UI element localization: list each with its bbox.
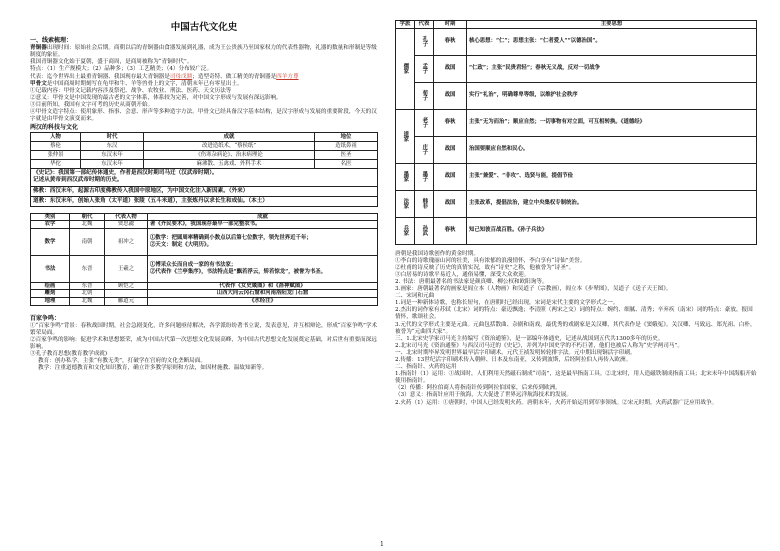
note-line: 记述从黄帝到西汉武帝时期的历史。 [33, 177, 123, 184]
taoism-box: 道教：东汉末年，创始人张角（太平道）张陵（五斗米道），主张炼丹以求长生和成仙。（本土） [30, 197, 378, 207]
hundred-schools-heading: 百家争鸣： [30, 314, 61, 322]
schools-table [395, 20, 757, 245]
table-row: 华佗 东汉末年 麻沸散、五禽戏、外科手术 名医 [31, 160, 378, 169]
table-row: 张仲景 东汉末年 《伤寒杂病论》、治未病理论 医圣 [31, 151, 378, 160]
table-row: 农学 北魏 贾思勰 著《齐民要术》，我国现存最早一部完整农书。 [31, 221, 378, 229]
oracle-item: ②意义：甲骨文是中国发现的最古老的文字体系，体系较为完善，对中国文字形成与发展有深远影响。 [30, 94, 282, 101]
text-line: （3）意义：指南针应用于航海，大大促进了世界远洋航海技术的发展。 [395, 392, 572, 399]
table-row: 墨家 墨子 战国 主张“兼爱”、“非攻”、选贤与能，提倡节俭 [396, 163, 757, 190]
table-row: 荀子 战国 实行“礼治”，明确尊卑等级，以维护社会秩序 [396, 82, 757, 109]
oracle-paragraph: 甲骨文是中国商周时期刻写在龟甲和牛、羊等兽骨上的文字，清朝末年已有零星出土。 [30, 80, 243, 87]
note-line: 《史记》：我国第一部纪传体通史，作者是西汉时期司马迁（汉武帝时期）。 [33, 170, 218, 177]
text-line: 一、北宋时期毕昇发明世界最早活字印刷术。元代王祯发明转轮排字法。元中期出现铜活字印刷。 [395, 349, 636, 356]
bronze-traits: 特点：（1）生产规模大；（2）品种多；（3）工艺精美；（4）分布较广泛。 [30, 66, 213, 73]
bronze-origin: 我国青铜器文化始于夏朝，盛于商周，是商周被称为“青铜时代”。 [30, 59, 193, 66]
list-item: ③孔子教育思想(教育教学成就) [30, 351, 108, 358]
left-column [30, 20, 378, 372]
column-header: 代表人物 [105, 213, 148, 221]
text-line: 2. 书法：唐朝最著名的书法家是颜真卿、柳公权和欧阳询等。 [395, 278, 548, 285]
table-row: 蔡伦 东汉 改进造纸术，“蔡侯纸” 造纸鼻祖 [31, 142, 378, 151]
text-line: （2）传播：阿拉伯商人将指南针传到阿拉伯国家，后来传到欧洲。 [395, 385, 561, 392]
table-row: 雕刻 北朝 山西大同云冈石窟和河南洛阳龙门石窟 [31, 290, 378, 298]
table-row: 地理 北魏 郦道元 《水经注》 [31, 298, 378, 306]
text-line: 3.画家：唐朝最著名的画家是阎立本（人物画）和吴道子（宗教画），阎立本《步辇图》，吴道子《送子天王图》。 [395, 286, 672, 293]
oracle-item: ④甲骨文造字特点：使用象形、指事、会意、形声等多种造字方法。甲骨文已经具备汉字基本结构，是汉字形成与发展的重要阶段，今天的汉字就是由甲骨文演变而来。 [30, 109, 377, 123]
column-header: 成就 [148, 213, 378, 221]
tech-table [30, 213, 378, 306]
table-row: 儒家 孔子 春秋 核心思想：“仁”；思想主张：“仁者爱人”“以德治国”。 [396, 28, 757, 55]
table-row: 兵家 孙武 春秋 知己知彼百战百胜。《孙子兵法》 [396, 217, 757, 244]
oracle-item: ③目前所知，我国有文字可考的历史从商朝开始。 [30, 101, 154, 108]
table-row: 法家 韩非 战国 主张改革，提倡法治，建立中央集权专制统治。 [396, 190, 757, 217]
list-item: ②百家争鸣的影响：促进学术和思想繁荣，成为中国古代第一次思想文化发展高峰，为中国古代思想文化发展奠定基础，对后世有重要而深远影响。 [30, 336, 377, 351]
section-heading: 一、线索梳理： [30, 37, 73, 45]
column-header: 类别 [31, 213, 70, 221]
column-header: 代表 [415, 21, 434, 29]
bronze-representative: 代表：迄今世界出土最重青铜器、我国现存最大青铜器是司母戊鼎；造型奇特、做工精美的青铜器是四羊方尊 [30, 73, 299, 80]
column-header: 成就 [143, 133, 314, 142]
column-header: 时代 [81, 133, 144, 142]
column-header: 时期 [434, 21, 467, 29]
page-title: 中国古代文化史 [170, 22, 238, 33]
table-row: 庄子 战国 治国要顺应自然和民心。 [396, 136, 757, 163]
text-line: 2.北宋司马光《资治通鉴》与西汉司马迁的《史记》，并列为中国史学的不朽巨著，他们也被后人称为“史学两司马”。 [395, 342, 683, 349]
column-header: 朝代 [70, 213, 105, 221]
text-line: 唐朝是我国诗歌创作的黄金时期。 [395, 250, 479, 257]
table-row: 数学 南朝 祖冲之 ①数学：把圆周率精确到小数点以后第七位数字，领先世界近千年； ②天文：制定《大明历》。 [31, 228, 378, 255]
science-title: 两汉的科技与文化 [30, 124, 79, 132]
right-column [395, 20, 757, 407]
column-header: 地位 [315, 133, 378, 142]
culture-text [395, 251, 757, 407]
text-line: 2.杰出的词作家有苏轼（北宋）词的特点：豪迈飘逸；李清照（两宋之交）词的特点：婉约、细腻、清秀；辛弃疾（南宋）词的特点：豪放，报国情怀，歌颂社会。 [395, 307, 753, 321]
column-header: 人物 [31, 133, 81, 142]
science-notes-box [30, 169, 378, 186]
oracle-item: ①记载内容：甲骨文记载内容涉及祭祀、战争、农牧业、刑法、医药、天文历法等 [30, 87, 232, 94]
list-item: 教育：创办私学，主张“有教无类”，打破学在官府的文化垄断局面。 [38, 358, 206, 365]
list-item: 教学：注重道德教育和文化知识教育，确立许多教学原则和方法，如因材施教、温故知新等。 [38, 365, 268, 372]
text-line: 二、宋词和元曲 [395, 293, 435, 300]
text-line: ③白居易的诗歌平易近人，通俗易懂，深受大众欢迎。 [395, 271, 530, 278]
buddhism-box: 佛教：西汉末年，起源古印度佛教传入我国中原地区，为中国文化注入新因素。（外来） [30, 187, 378, 197]
text-line: 三、1.北宋史学家司马光主持编写《资治通鉴》，是一部编年体通史，记述从战国到五代共1300多年的历史。 [395, 335, 664, 342]
column-header: 主要思想 [467, 21, 757, 29]
table-row: 绘画 东晋 顾恺之 代表作《女史箴图》和《洛神赋图》 [31, 282, 378, 290]
column-header: 学派 [396, 21, 415, 29]
text-line: 1.词是一种新体诗歌，也称长短句，在唐朝时已经出现，宋词是宋代主要的文学形式之一。 [395, 300, 619, 307]
table-row: 孟子 战国 “仁政”；主张“民贵君轻”；春秋无义战，反对一切战争 [396, 55, 757, 82]
science-table [30, 132, 378, 169]
list-item: ①“百家争鸣”背景：春秋战国时期，社会急剧变化，许多问题亟待解决，各学派纷纷著书立说，发表意见，并互相辩论，形成“百家争鸣”学术繁荣局面。 [30, 322, 378, 336]
text-line: 1.指南针（1）运用：①战国时，人们利用天然磁石制成“司南”，这是最早指南工具。②北宋时，用人造磁铁制成指南工具；北宋末年中国海船开始使用指南针。 [395, 371, 757, 385]
page-number: 1 [380, 541, 384, 548]
text-line: 二、指南针、火药的运用 [395, 364, 457, 371]
text-line: 2.传播：13世纪活字印刷术传入朝鲜、日本及东南亚，又传到波斯，后经阿拉伯人再传入欧洲。 [395, 357, 632, 363]
bronze-paragraph: 青铜器出现时间：原始社会后期。商朝以后的青铜器由食器发展到礼器，成为王公贵族乃至国家权力的代表性器物，礼器的数量和形制是等级制度的象征。 [30, 45, 377, 59]
table-row: 道家 老子 春秋 主张“无为而治”；顺应自然；一切事物有对立面，可互相转换。《道德经》 [396, 109, 757, 136]
table-row: 书法 东晋 王羲之 ①博采众长而自成一家的有书法家； ②代表作《兰亭集序》，书法特点是“飘若浮云，矫若惊龙”，被誉为书圣。 [31, 255, 378, 282]
text-line: ①李白的诗歌瑰丽山河的壮美，具有浓郁的浪漫情怀，李白享有“诗仙”美誉。 [395, 257, 586, 264]
text-line: 2.火药（1）运用：①唐朝时，中国人已经发明火药。唐朝末年，火药开始运用到军事领域。②宋元时期，火药武器广泛应用战争。 [395, 399, 718, 406]
text-line: ②杜甫的诗反映了历史的真情实况，故有“诗史”之称，他被誉为“诗圣”。 [395, 264, 575, 271]
text-line: 3.元代的文学形式主要是元曲。元曲包括散曲、杂剧和南戏，最优秀的戏剧家是关汉卿，其代表作是《窦娥冤》。关汉卿、马致远、郑光祖、白朴，被誉为“元曲四大家”。 [395, 321, 756, 335]
